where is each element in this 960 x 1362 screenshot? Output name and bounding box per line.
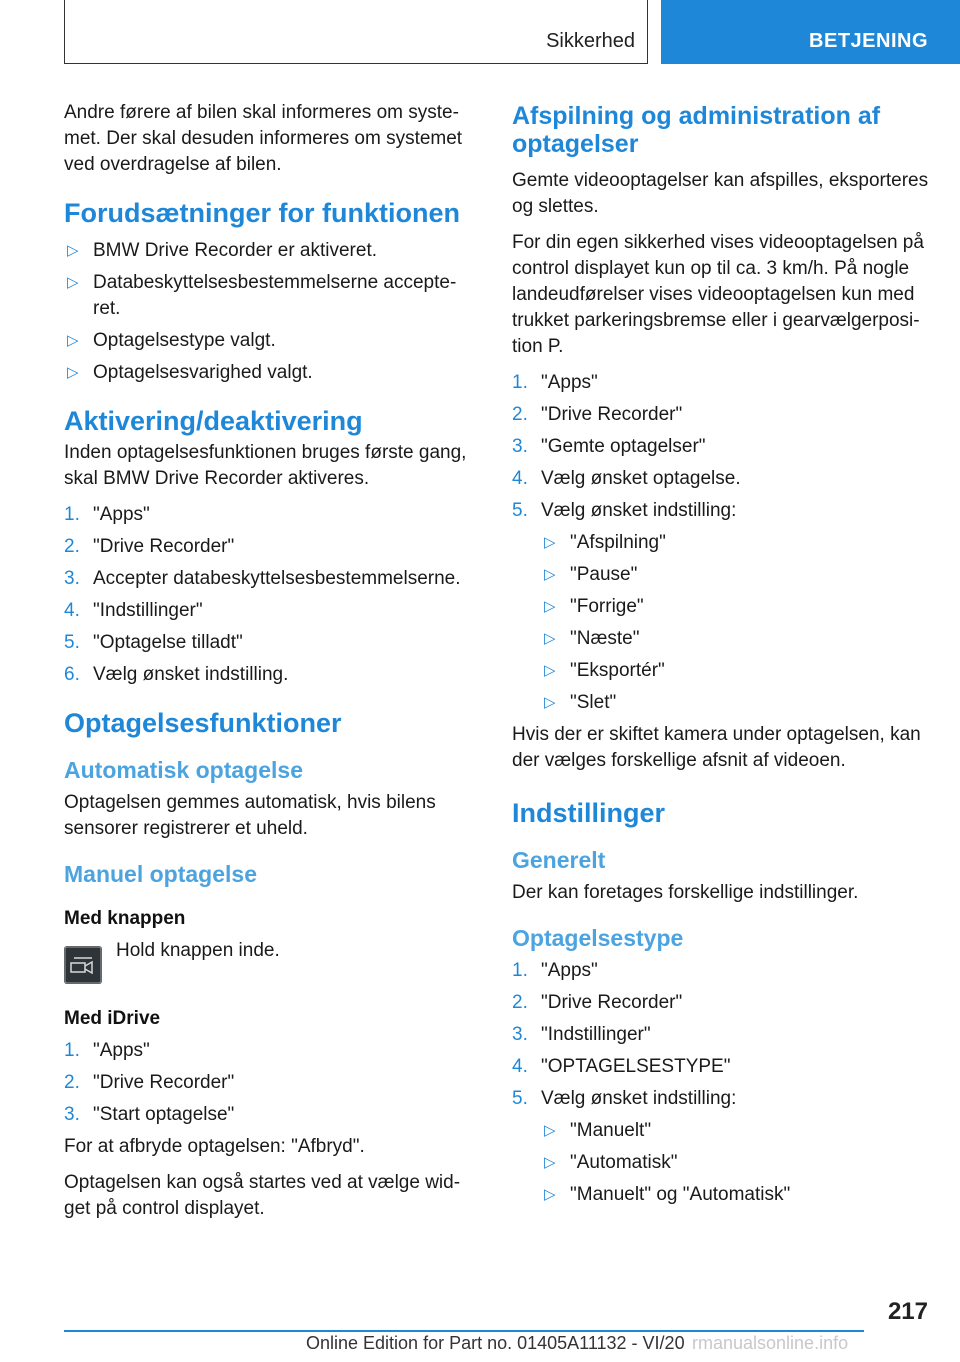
list-item: 1. "Apps": [512, 960, 598, 981]
triangle-right-icon: ▷: [67, 364, 79, 381]
activation-steps: [64, 502, 474, 688]
recording-type-heading: Optagelsestype: [512, 925, 684, 951]
list-item: 3. Accepter databeskyttelsesbestemmelserne.: [64, 568, 461, 589]
triangle-right-icon: ▷: [67, 332, 79, 349]
list-item: ▷ "Manuelt": [512, 1118, 932, 1144]
list-item: 1. "Apps": [512, 372, 598, 393]
page-number: 217: [887, 1298, 928, 1325]
idrive-steps: [64, 1038, 474, 1128]
triangle-right-icon: ▷: [544, 566, 556, 583]
list-item: ▷ Databeskyttelsesbestemmelserne accepte-ret.: [67, 272, 457, 319]
triangle-right-icon: ▷: [544, 1186, 556, 1203]
activation-paragraph: Inden optagelsesfunktionen bruges første gang, skal BMW Drive Recorder aktiveres.: [64, 442, 467, 489]
list-item: ▷ BMW Drive Recorder er aktiveret.: [64, 238, 474, 264]
list-item: ▷ "Eksportér": [512, 658, 932, 684]
list-item: 3. "Start optagelse": [64, 1104, 235, 1125]
list-item: 3. "Gemte optagelser": [512, 436, 706, 457]
list-item: 6. Vælg ønsket indstilling.: [64, 664, 289, 685]
automatic-recording-heading: Automatisk optagelse: [64, 757, 303, 783]
idrive-method-heading: Med iDrive: [64, 1008, 161, 1029]
triangle-right-icon: ▷: [67, 274, 79, 291]
list-item: ▷ "Manuelt" og "Automatisk": [512, 1182, 932, 1208]
header-section-box: [64, 0, 648, 64]
triangle-right-icon: ▷: [544, 534, 556, 551]
playback-options: [512, 530, 932, 716]
list-item: ▷ "Afspilning": [512, 530, 932, 556]
footer-watermark: rmanualsonline.info: [692, 1333, 849, 1353]
stop-recording-paragraph: For at afbryde optagelsen: "Afbryd".: [64, 1136, 365, 1157]
list-item: 5. Vælg ønsket indstilling:: [512, 500, 737, 521]
list-item: 5. "Optagelse tilladt": [64, 632, 243, 653]
drive-recorder-button-icon: [64, 946, 102, 984]
playback-heading: Afspilning og administration af optagelser: [512, 102, 881, 158]
list-item: 2. "Drive Recorder": [512, 992, 683, 1013]
manual-recording-heading: Manuel optagelse: [64, 861, 257, 887]
playback-paragraph-2: For din egen sikkerhed vises videooptagelsen på control displayet kun op til ca. 3 km/h. På nogle landeudførelser vises videooptagelsen kun med trukket parkeringsbremse eller i gearvælgerposi-tion P.: [512, 232, 924, 357]
list-item: ▷ "Slet": [512, 690, 932, 716]
button-method-heading: Med knappen: [64, 908, 186, 929]
intro-paragraph: Andre førere af bilen skal informeres om syste-met. Der skal desuden informeres om systemet ved overdragelse af bilen.: [64, 102, 463, 175]
camera-paragraph: Hvis der er skiftet kamera under optagelsen, kan der vælges forskellige afsnit af videoen.: [512, 724, 921, 771]
list-item: ▷ "Pause": [512, 562, 932, 588]
triangle-right-icon: ▷: [544, 1154, 556, 1171]
list-item: 3. "Indstillinger": [512, 1024, 651, 1045]
settings-heading: Indstillinger: [512, 798, 666, 828]
list-item: ▷ Optagelsesvarighed valgt.: [64, 360, 474, 386]
right-column: [512, 100, 932, 1214]
list-item: ▷ "Næste": [512, 626, 932, 652]
playback-steps: [512, 370, 932, 524]
chapter-title: BETJENING: [809, 30, 928, 52]
footer-rule: [64, 1330, 864, 1332]
list-item: 4. Vælg ønsket optagelse.: [512, 468, 741, 489]
triangle-right-icon: ▷: [544, 662, 556, 679]
list-item: 4. "OPTAGELSESTYPE": [512, 1056, 731, 1077]
footer-edition: Online Edition for Part no. 01405A11132 - VI/20: [306, 1333, 685, 1353]
button-instruction-text: Hold knappen inde.: [116, 940, 280, 961]
recording-type-options: [512, 1118, 932, 1208]
playback-paragraph-1: Gemte videooptagelser kan afspilles, eksporteres og slettes.: [512, 170, 929, 217]
prerequisites-list: [64, 238, 474, 386]
button-instruction: [64, 938, 474, 990]
general-heading: Generelt: [512, 847, 606, 873]
triangle-right-icon: ▷: [67, 242, 79, 259]
list-item: 4. "Indstillinger": [64, 600, 203, 621]
prerequisites-heading: Forudsætninger for funktionen: [64, 198, 460, 228]
activation-heading: Aktivering/deaktivering: [64, 406, 363, 436]
list-item: ▷ "Automatisk": [512, 1150, 932, 1176]
general-paragraph: Der kan foretages forskellige indstillinger.: [512, 882, 859, 903]
recording-type-steps: [512, 958, 932, 1112]
triangle-right-icon: ▷: [544, 1122, 556, 1139]
automatic-recording-paragraph: Optagelsen gemmes automatisk, hvis bilens sensorer registrerer et uheld.: [64, 792, 436, 839]
list-item: 2. "Drive Recorder": [512, 404, 683, 425]
triangle-right-icon: ▷: [544, 598, 556, 615]
list-item: 5. Vælg ønsket indstilling:: [512, 1088, 737, 1109]
triangle-right-icon: ▷: [544, 630, 556, 647]
list-item: 2. "Drive Recorder": [64, 536, 235, 557]
section-title: Sikkerhed: [546, 30, 635, 52]
list-item: ▷ Optagelsestype valgt.: [64, 328, 474, 354]
functions-heading: Optagelsesfunktioner: [64, 708, 342, 738]
control-display-paragraph: Optagelsen kan også startes ved at vælge wid-get på control displayet.: [64, 1172, 461, 1219]
triangle-right-icon: ▷: [544, 694, 556, 711]
list-item: 2. "Drive Recorder": [64, 1072, 235, 1093]
list-item: 1. "Apps": [64, 504, 150, 525]
list-item: 1. "Apps": [64, 1040, 150, 1061]
left-column: [64, 100, 474, 1232]
list-item: ▷ "Forrige": [512, 594, 932, 620]
header-chapter-box: [661, 0, 960, 64]
